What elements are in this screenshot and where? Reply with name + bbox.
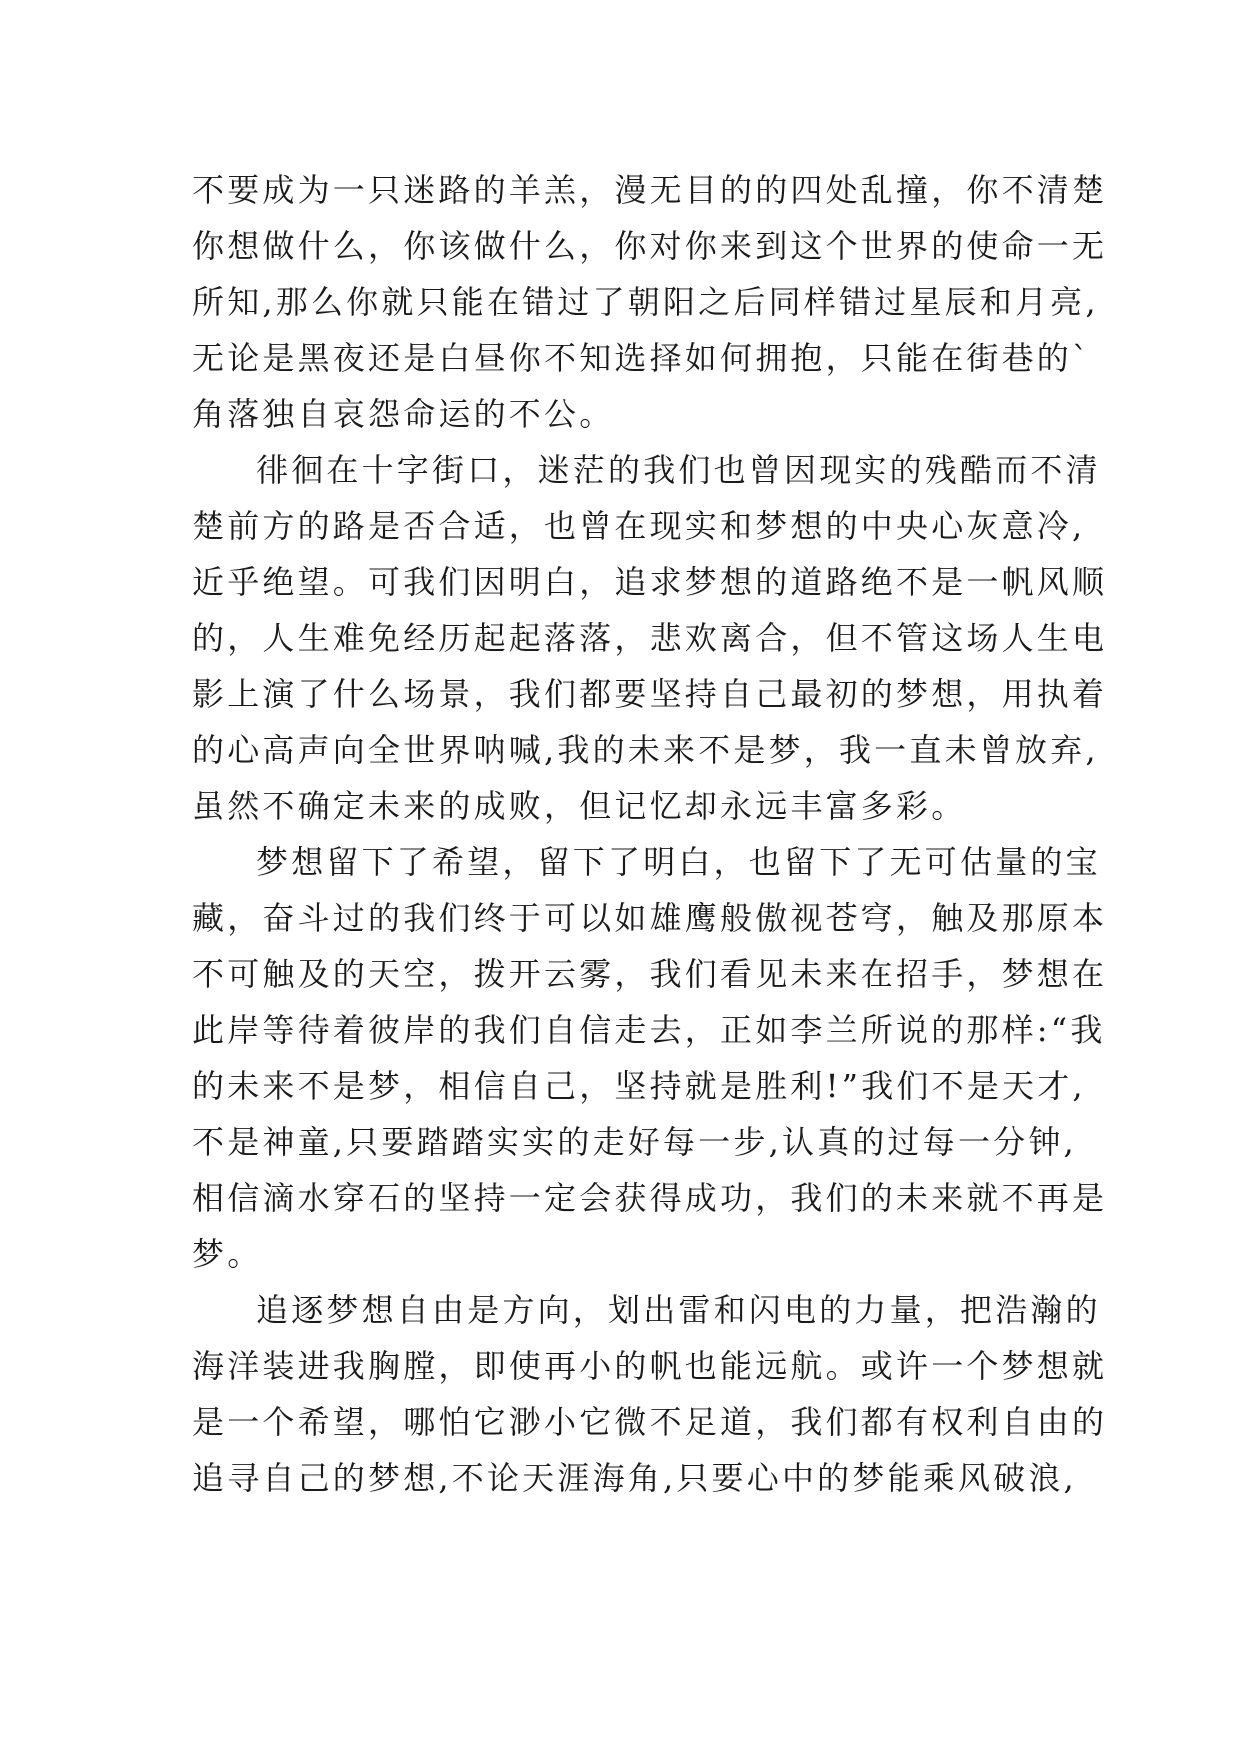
text-line: 不可触及的天空，拨开云雾，我们看见未来在招手，梦想在 — [192, 955, 1108, 993]
text-line: 近乎绝望。可我们因明白，追求梦想的道路绝不是一帆风顺 — [192, 563, 1108, 601]
body-text — [192, 162, 1108, 1506]
text-line: 角落独自哀怨命运的不公。 — [192, 395, 615, 433]
text-line: 藏，奋斗过的我们终于可以如雄鹰般傲视苍穹，触及那原本 — [192, 899, 1108, 937]
text-line: 梦。 — [192, 1235, 263, 1273]
text-line: 的心高声向全世界呐喊,我的未来不是梦，我一直未曾放弃, — [192, 731, 1099, 769]
text-line: 虽然不确定未来的成败，但记忆却永远丰富多彩。 — [192, 787, 967, 825]
text-line: 追寻自己的梦想,不论天涯海角,只要心中的梦能乘风破浪, — [192, 1459, 1077, 1497]
text-line: 所知,那么你就只能在错过了朝阳之后同样错过星辰和月亮, — [192, 283, 1099, 321]
text-line: 不是神童,只要踏踏实实的走好每一步,认真的过每一分钟, — [192, 1123, 1077, 1161]
text-line: 是一个希望，哪怕它渺小它微不足道，我们都有权利自由的 — [192, 1403, 1108, 1441]
text-line: 你想做什么，你该做什么，你对你来到这个世界的使命一无 — [192, 227, 1108, 265]
text-line: 此岸等待着彼岸的我们自信走去，正如李兰所说的那样:“我 — [192, 1011, 1106, 1049]
text-line: 楚前方的路是否合适，也曾在现实和梦想的中央心灰意冷, — [192, 507, 1086, 545]
text-line: 无论是黑夜还是白昼你不知选择如何拥抱，只能在街巷的` — [192, 339, 1092, 377]
text-line: 梦想留下了希望，留下了明白，也留下了无可估量的宝 — [256, 843, 1101, 881]
text-line: 的，人生难免经历起起落落，悲欢离合，但不管这场人生电 — [192, 619, 1108, 657]
text-line: 影上演了什么场景，我们都要坚持自己最初的梦想，用执着 — [192, 675, 1108, 713]
text-line: 徘徊在十字街口，迷茫的我们也曾因现实的残酷而不清 — [256, 451, 1101, 489]
text-line: 的未来不是梦，相信自己，坚持就是胜利!”我们不是天才, — [192, 1067, 1086, 1105]
text-line: 海洋装进我胸膛，即使再小的帆也能远航。或许一个梦想就 — [192, 1347, 1108, 1385]
text-line: 追逐梦想自由是方向，划出雷和闪电的力量，把浩瀚的 — [256, 1291, 1101, 1329]
text-line: 不要成为一只迷路的羊羔，漫无目的的四处乱撞，你不清楚 — [192, 171, 1108, 209]
text-line: 相信滴水穿石的坚持一定会获得成功，我们的未来就不再是 — [192, 1179, 1108, 1217]
